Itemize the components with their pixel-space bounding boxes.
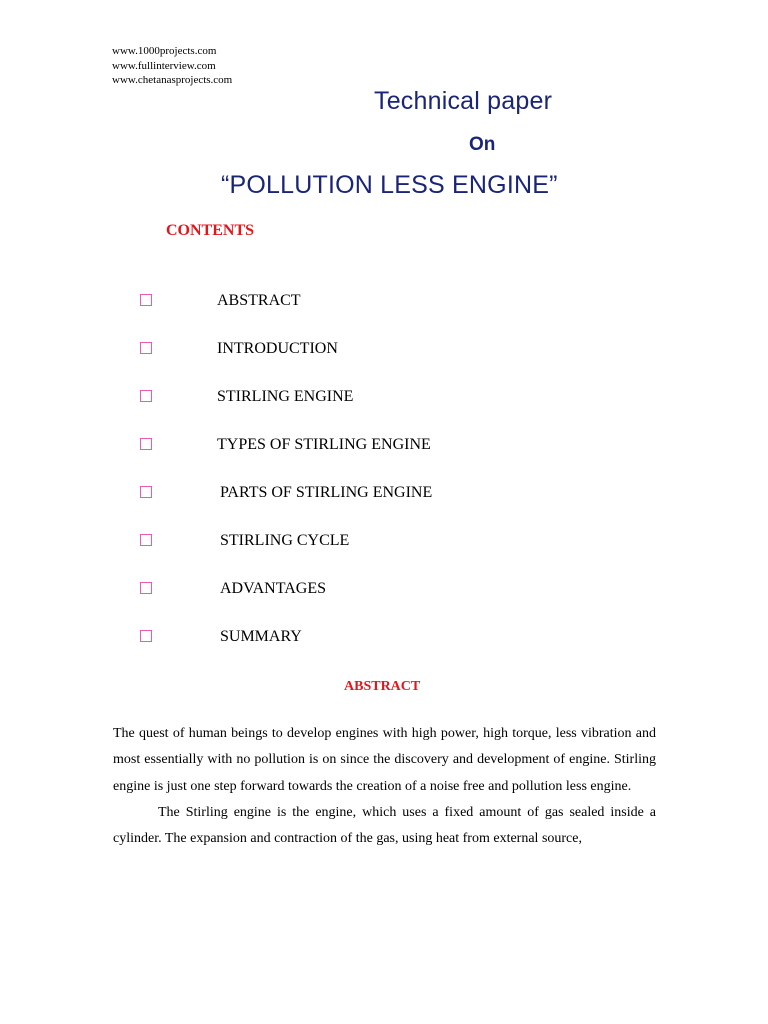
contents-item-label: ADVANTAGES <box>220 580 326 597</box>
website-links <box>112 44 232 88</box>
checkbox-icon <box>140 630 152 642</box>
contents-item-label: INTRODUCTION <box>217 340 338 357</box>
contents-item-label: STIRLING CYCLE <box>220 532 350 549</box>
checkbox-icon <box>140 486 152 498</box>
abstract-body <box>113 721 656 852</box>
contents-item-label: TYPES OF STIRLING ENGINE <box>217 436 431 453</box>
checkbox-icon <box>140 534 152 546</box>
checkbox-icon <box>140 342 152 354</box>
contents-item-label: STIRLING ENGINE <box>217 388 354 405</box>
paper-title-line3: “POLLUTION LESS ENGINE” <box>221 171 558 199</box>
abstract-paragraph: The Stirling engine is the engine, which uses a fixed amount of gas sealed inside a cylinder. The expansion and contraction of the gas, using heat from external source, <box>113 804 656 847</box>
abstract-paragraph: The quest of human beings to develop engines with high power, high torque, less vibration and most essentially with no pollution is on since the discovery and development of engine. Stirling engine is just one step forward towards the creation of a noise free and pollution less engine. <box>113 726 656 794</box>
paper-title-line2: On <box>469 134 496 155</box>
contents-item-label: ABSTRACT <box>217 292 301 309</box>
contents-item-label: PARTS OF STIRLING ENGINE <box>220 484 433 501</box>
contents-item-label: SUMMARY <box>220 628 302 645</box>
checkbox-icon <box>140 582 152 594</box>
checkbox-icon <box>140 294 152 306</box>
website-link-1000projects[interactable]: www.1000projects.com <box>112 45 217 57</box>
contents-heading: CONTENTS <box>166 222 255 239</box>
paper-title-line1: Technical paper <box>374 87 553 115</box>
abstract-heading: ABSTRACT <box>344 679 421 694</box>
checkbox-icon <box>140 390 152 402</box>
website-link-chetanasprojects[interactable]: www.chetanasprojects.com <box>112 74 233 86</box>
website-link-fullinterview[interactable]: www.fullinterview.com <box>112 59 216 72</box>
checkbox-icon <box>140 438 152 450</box>
